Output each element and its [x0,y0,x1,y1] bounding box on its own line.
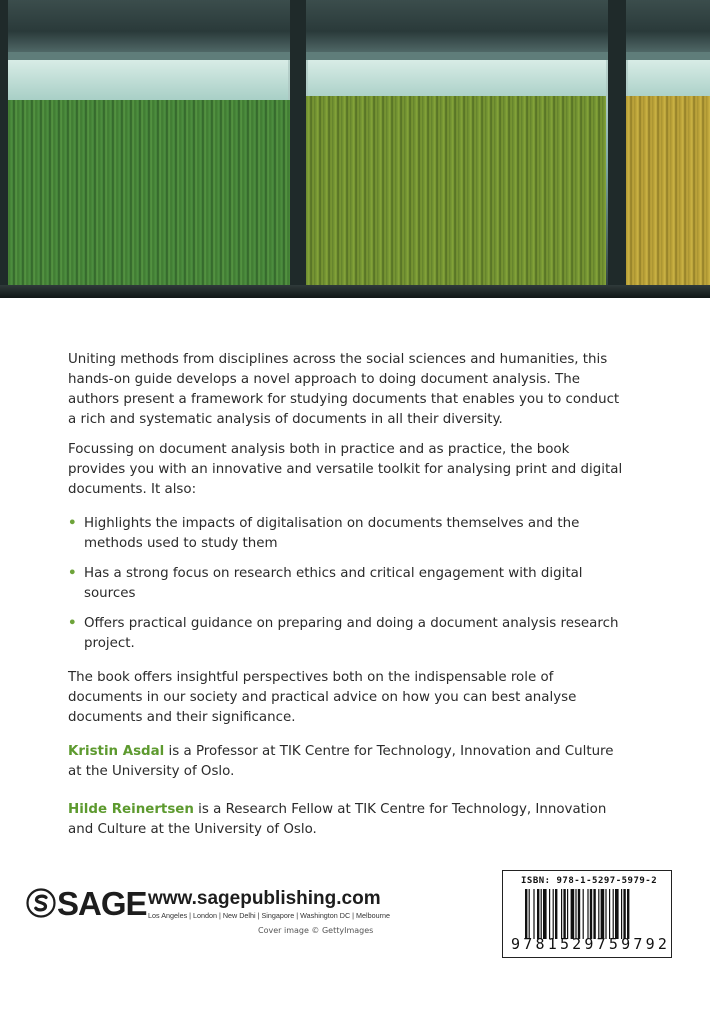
blurb [68,350,628,850]
barcode-digit: 9 [621,935,631,953]
barcode-digit: 5 [608,935,618,953]
bullet-icon: • [68,566,77,581]
photo-window-middle [308,60,606,100]
list-item: • Has a strong focus on research ethics and critical engagement with digital sources [68,566,583,601]
barcode-digit: 9 [645,935,655,953]
publisher-logo [26,885,391,946]
barcode-digit: 7 [596,935,606,953]
author-bio-reinertsen [68,800,628,840]
barcode-digits [511,935,667,953]
barcode-digit: 8 [535,935,545,953]
publisher-url: www.sagepublishing.com [148,888,381,909]
yellow-book-spines [626,96,710,285]
photo-beam [0,52,710,60]
barcode-digit: 5 [559,935,569,953]
cover-photo [0,0,710,298]
author-name: Hilde Reinertsen [68,802,194,817]
green-book-spines [0,100,290,285]
blurb-focus: Focussing on document analysis both in practice and as practice, the book provides you with an innovative and versatile toolkit for analysing print and digital documents. It also: [68,442,623,497]
bullet-icon: • [68,516,77,531]
feature-list [68,514,628,654]
cover-image-credit: Cover image © GettyImages [258,926,374,935]
list-item: • Highlights the impacts of digitalisation on documents themselves and the methods used to study them [68,516,580,551]
barcode-bars [525,889,655,939]
barcode-digit: 9 [511,935,521,953]
shelf-post-middle [290,0,306,298]
shelf-board [0,285,710,298]
shelf-post-left [0,0,8,298]
sage-wordmark: SAGE [57,885,147,922]
sage-seal-icon [26,888,56,918]
list-item: • Offers practical guidance on preparing and doing a document analysis research project. [68,616,619,651]
barcode-digit: 1 [547,935,557,953]
barcode-digit: 2 [657,935,667,953]
bullet-icon: • [68,616,77,631]
blurb-closing: The book offers insightful perspectives both on the indispensable role of documents in our society and practical advice on how you can best analyse documents and their significance. [68,670,577,725]
photo-window-left [8,60,288,100]
blurb-intro: Uniting methods from disciplines across the social sciences and humanities, this hands-on guide develops a novel approach to doing document analysis. The authors present a framework for studying documents that enables you to conduct a rich and systematic analysis of documents in all their diversity. [68,352,620,427]
publisher-cities: Los Angeles | London | New Delhi | Singapore | Washington DC | Melbourne [148,911,391,920]
isbn-label: ISBN: 978-1-5297-5979-2 [521,876,658,886]
photo-window-right [628,60,710,100]
barcode-digit: 2 [572,935,582,953]
barcode-digit: 7 [633,935,643,953]
author-bio-text: is a Professor at TIK Centre for Technology, Innovation and Culture at the University of Oslo. [68,744,614,779]
photo-ceiling [0,0,710,52]
isbn-barcode [502,870,672,958]
barcode-digit: 7 [523,935,533,953]
shelf-post-right [608,0,626,298]
olive-book-spines [306,96,606,285]
author-name: Kristin Asdal [68,744,165,759]
barcode-digit: 9 [584,935,594,953]
author-bio-asdal [68,742,628,782]
author-bio-text: is a Research Fellow at TIK Centre for Technology, Innovation and Culture at the University of Oslo. [68,802,607,837]
